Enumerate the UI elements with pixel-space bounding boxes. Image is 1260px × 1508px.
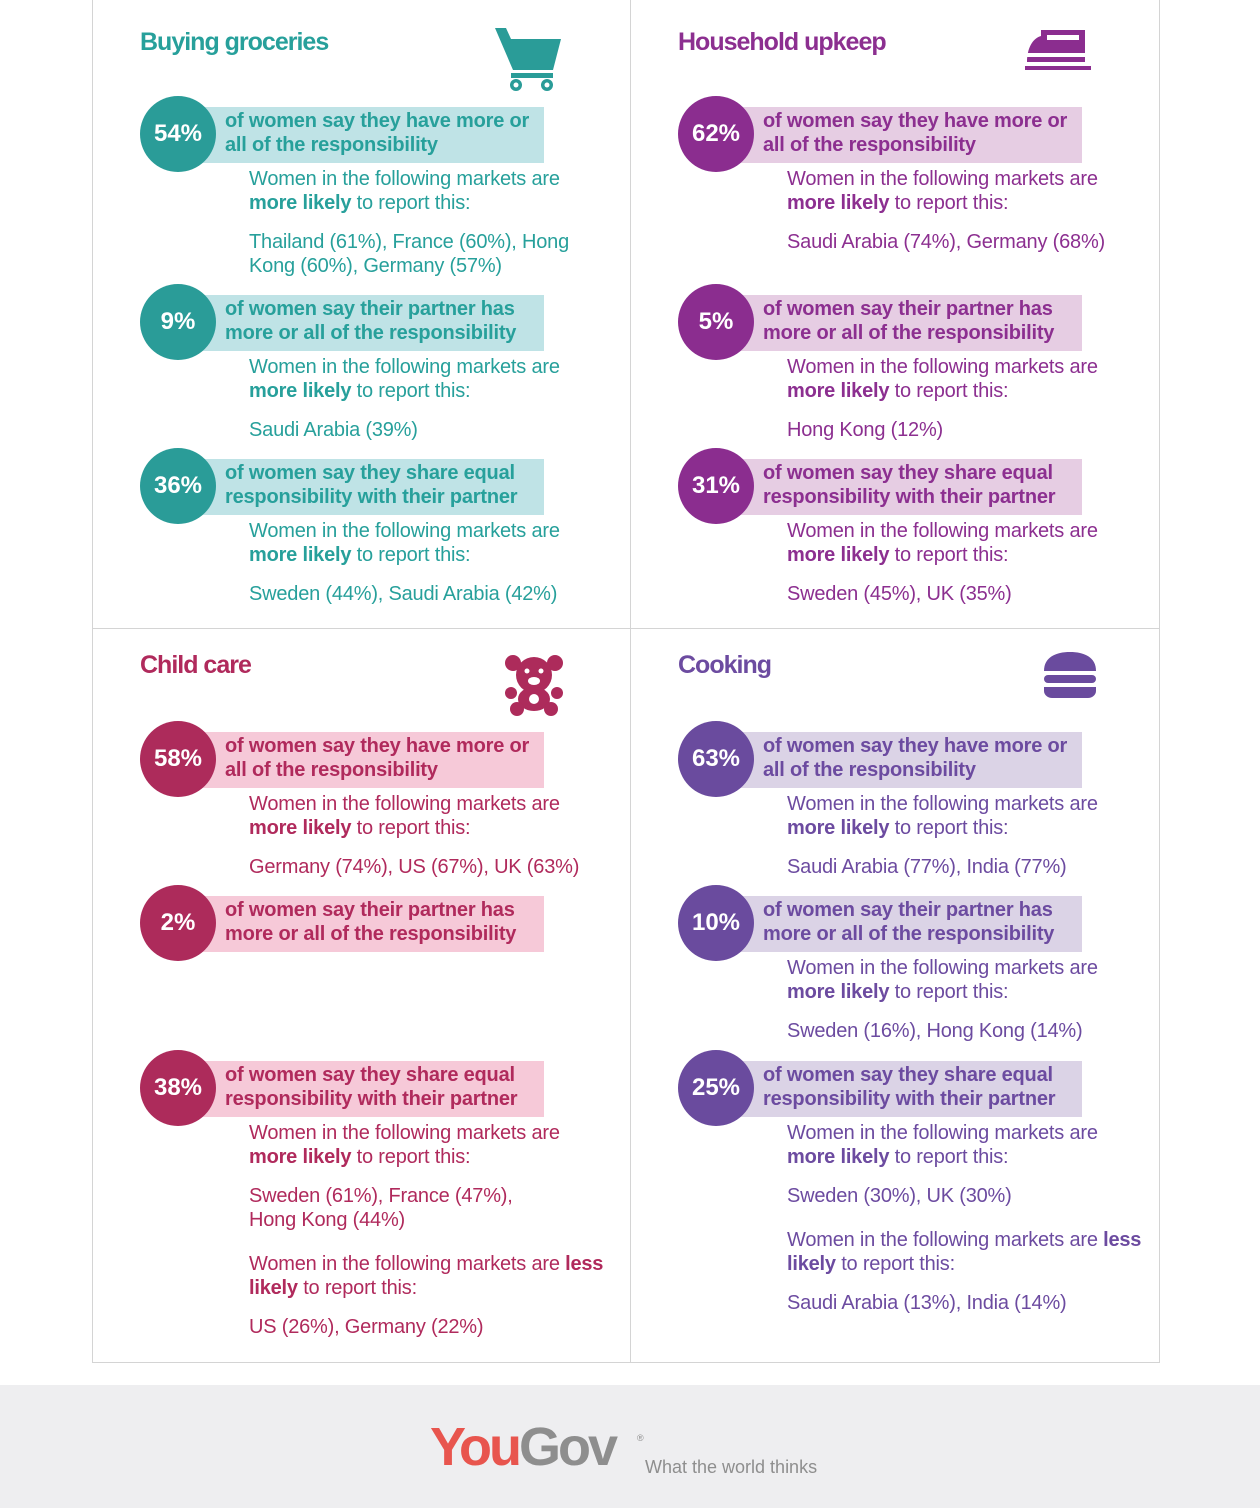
infographic-grid xyxy=(92,0,1160,1363)
intro-emphasis: more likely xyxy=(249,1146,352,1168)
intro-text: to report this: xyxy=(351,544,471,566)
intro-text: to report this: xyxy=(351,192,471,214)
stat-label: of women say they have more or all of the responsibility xyxy=(200,107,544,163)
footer xyxy=(0,1385,1260,1508)
teddy-bear-icon xyxy=(503,653,565,717)
market-list: US (26%), Germany (22%) xyxy=(249,1316,484,1338)
market-list: Sweden (16%), Hong Kong (14%) xyxy=(787,1020,1083,1042)
quadrant-cooking xyxy=(631,629,1159,1362)
quadrant-child-care xyxy=(93,629,630,1362)
percentage-circle: 38% xyxy=(140,1050,216,1126)
burger-icon xyxy=(1042,651,1098,699)
stat-label: of women say they share equal responsibility with their partner xyxy=(200,459,544,515)
market-note xyxy=(249,167,609,278)
stat-label: of women say their partner has more or all of the responsibility xyxy=(200,896,544,952)
intro-text: Women in the following markets are xyxy=(249,793,560,815)
intro-text: to report this: xyxy=(351,1146,471,1168)
intro-text: Women in the following markets are xyxy=(787,356,1098,378)
percentage-circle: 9% xyxy=(140,284,216,360)
percentage-circle: 36% xyxy=(140,448,216,524)
market-intro xyxy=(249,519,609,567)
stat-label: of women say their partner has more or all of the responsibility xyxy=(738,896,1082,952)
stat-label: of women say they share equal responsibility with their partner xyxy=(738,459,1082,515)
stat-label: of women say they share equal responsibility with their partner xyxy=(738,1061,1082,1117)
iron-icon xyxy=(1023,26,1093,72)
intro-emphasis: more likely xyxy=(787,380,890,402)
intro-emphasis: more likely xyxy=(249,192,352,214)
intro-text: to report this: xyxy=(889,981,1009,1003)
market-list: Saudi Arabia (77%), India (77%) xyxy=(787,856,1067,878)
spacer xyxy=(249,1232,609,1252)
intro-emphasis: more likely xyxy=(249,544,352,566)
intro-text: Women in the following markets are xyxy=(249,168,560,190)
intro-text: Women in the following markets are xyxy=(787,168,1098,190)
market-list: Saudi Arabia (13%), India (14%) xyxy=(787,1292,1067,1314)
market-note xyxy=(787,355,1147,442)
intro-text: Women in the following markets are xyxy=(249,1253,566,1275)
intro-emphasis: more likely xyxy=(249,380,352,402)
intro-text: Women in the following markets are xyxy=(249,520,560,542)
intro-text: to report this: xyxy=(297,1277,417,1299)
logo-gov: Gov xyxy=(518,1417,616,1477)
market-intro xyxy=(787,1228,1147,1276)
market-list: Hong Kong (12%) xyxy=(787,419,943,441)
intro-emphasis: more likely xyxy=(249,817,352,839)
intro-text: Women in the following markets are xyxy=(787,520,1098,542)
stat-label: of women say they have more or all of the responsibility xyxy=(738,107,1082,163)
yougov-logo xyxy=(430,1417,615,1477)
market-note xyxy=(249,1121,609,1339)
intro-text: Women in the following markets are xyxy=(787,957,1098,979)
market-list: Saudi Arabia (74%), Germany (68%) xyxy=(787,231,1105,253)
intro-text: to report this: xyxy=(889,817,1009,839)
intro-text: to report this: xyxy=(351,817,471,839)
market-intro xyxy=(249,1252,609,1300)
percentage-circle: 54% xyxy=(140,96,216,172)
market-intro xyxy=(787,956,1147,1004)
market-list: Sweden (61%), France (47%), Hong Kong (44%) xyxy=(249,1185,513,1231)
percentage-circle: 5% xyxy=(678,284,754,360)
percentage-circle: 62% xyxy=(678,96,754,172)
market-note xyxy=(787,519,1147,606)
intro-text: to report this: xyxy=(889,1146,1009,1168)
market-list: Sweden (30%), UK (30%) xyxy=(787,1185,1012,1207)
percentage-circle: 58% xyxy=(140,721,216,797)
percentage-circle: 63% xyxy=(678,721,754,797)
market-note xyxy=(787,792,1147,879)
intro-emphasis: more likely xyxy=(787,544,890,566)
intro-emphasis: less likely xyxy=(249,1253,604,1299)
stat-label: of women say they have more or all of the responsibility xyxy=(200,732,544,788)
percentage-circle: 31% xyxy=(678,448,754,524)
intro-text: to report this: xyxy=(889,544,1009,566)
intro-text: to report this: xyxy=(889,192,1009,214)
intro-text: to report this: xyxy=(351,380,471,402)
market-list: Thailand (61%), France (60%), Hong Kong (60%), Germany (57%) xyxy=(249,231,570,277)
quadrant-title: Household upkeep xyxy=(678,28,886,56)
market-list: Sweden (45%), UK (35%) xyxy=(787,583,1012,605)
intro-text: Women in the following markets are xyxy=(249,1122,560,1144)
quadrant-title: Buying groceries xyxy=(140,28,329,56)
stat-label: of women say their partner has more or all of the responsibility xyxy=(200,295,544,351)
quadrant-title: Cooking xyxy=(678,651,771,679)
market-note xyxy=(249,355,609,442)
market-note xyxy=(249,519,609,606)
quadrant-title: Child care xyxy=(140,651,251,679)
market-list: Saudi Arabia (39%) xyxy=(249,419,418,441)
spacer xyxy=(787,1208,1147,1228)
market-intro xyxy=(249,167,609,215)
market-intro xyxy=(249,355,609,403)
market-intro xyxy=(787,1121,1147,1169)
stat-label: of women say their partner has more or all of the responsibility xyxy=(738,295,1082,351)
market-list: Germany (74%), US (67%), UK (63%) xyxy=(249,856,580,878)
market-intro xyxy=(787,792,1147,840)
intro-emphasis: more likely xyxy=(787,981,890,1003)
intro-text: Women in the following markets are xyxy=(787,1122,1098,1144)
market-note xyxy=(249,792,609,879)
market-note xyxy=(787,1121,1147,1315)
market-list: Sweden (44%), Saudi Arabia (42%) xyxy=(249,583,558,605)
quadrant-buying-groceries xyxy=(93,0,630,628)
intro-emphasis: more likely xyxy=(787,192,890,214)
market-intro xyxy=(787,519,1147,567)
tagline: What the world thinks xyxy=(645,1457,818,1477)
shopping-cart-icon xyxy=(493,26,563,92)
market-note xyxy=(787,956,1147,1043)
intro-text: Women in the following markets are xyxy=(249,356,560,378)
registered-mark: ® xyxy=(637,1433,644,1443)
market-note xyxy=(787,167,1147,254)
stat-label: of women say they have more or all of the responsibility xyxy=(738,732,1082,788)
quadrant-household-upkeep xyxy=(631,0,1159,628)
percentage-circle: 25% xyxy=(678,1050,754,1126)
intro-emphasis: less likely xyxy=(787,1229,1142,1275)
intro-emphasis: more likely xyxy=(787,817,890,839)
intro-emphasis: more likely xyxy=(787,1146,890,1168)
market-intro xyxy=(787,355,1147,403)
market-intro xyxy=(787,167,1147,215)
percentage-circle: 10% xyxy=(678,885,754,961)
intro-text: Women in the following markets are xyxy=(787,1229,1104,1251)
intro-text: to report this: xyxy=(889,380,1009,402)
intro-text: Women in the following markets are xyxy=(787,793,1098,815)
intro-text: to report this: xyxy=(835,1253,955,1275)
market-intro xyxy=(249,792,609,840)
logo-you: You xyxy=(430,1417,519,1477)
stat-label: of women say they share equal responsibility with their partner xyxy=(200,1061,544,1117)
percentage-circle: 2% xyxy=(140,885,216,961)
market-intro xyxy=(249,1121,609,1169)
